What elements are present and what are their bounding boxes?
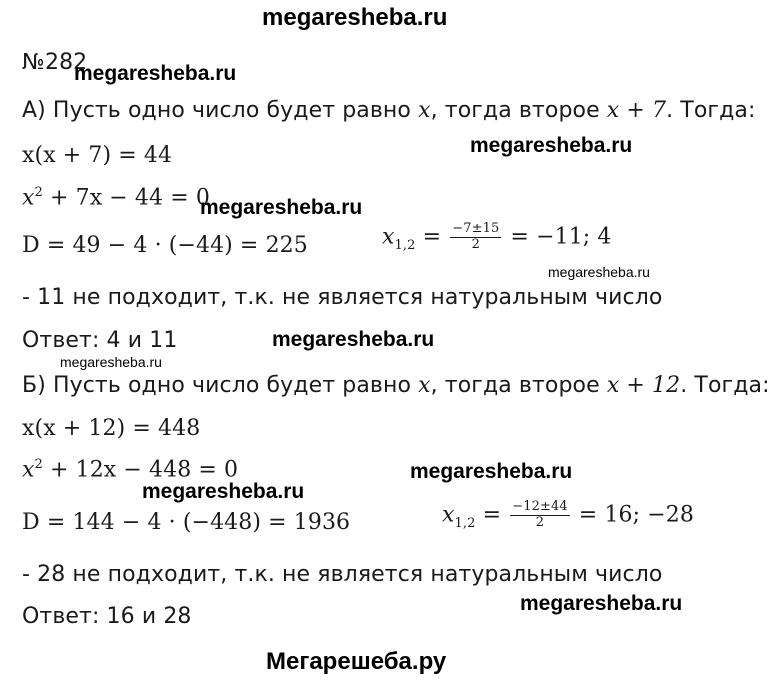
watermark-small: megaresheba.ru [548, 264, 650, 280]
part-a-eq2-var: x [22, 185, 35, 211]
footer-site: Мегарешеба.ру [266, 648, 447, 675]
part-a-root-values: = −11; 4 [503, 224, 612, 250]
part-a-answer: Ответ: 4 и 11 [22, 328, 178, 353]
part-a-eq2 [22, 185, 210, 210]
part-a-root-sub: 1,2 [394, 237, 416, 253]
part-a-eq2-rest: + 7x − 44 = 0 [42, 185, 210, 211]
watermark: megaresheba.ru [272, 328, 435, 351]
part-a-second: x + 7 [606, 98, 667, 123]
watermark: megaresheba.ru [74, 62, 237, 85]
part-b-fraction [510, 500, 569, 531]
watermark: megaresheba.ru [410, 460, 573, 483]
part-a-fraction-den: 2 [471, 236, 480, 252]
part-a-note: - 11 не подходит, т.к. не является натуральным число [22, 285, 663, 310]
watermark-small: megaresheba.ru [60, 354, 162, 370]
watermark: megaresheba.ru [470, 134, 633, 157]
part-b-eq2-exp: 2 [34, 457, 43, 472]
part-a-intro [22, 98, 755, 123]
problem-number: №282 [22, 50, 88, 75]
part-b-eq2-rest: + 12x − 448 = 0 [42, 457, 239, 483]
part-a-fraction [450, 222, 501, 253]
watermark: megaresheba.ru [142, 480, 305, 503]
part-b-root-var: x [442, 502, 455, 528]
part-b-fraction-den: 2 [535, 514, 545, 530]
part-a-eq2-exp: 2 [34, 185, 43, 200]
watermark: megaresheba.ru [520, 592, 683, 615]
part-b-discriminant: D = 144 − 4 · (−448) = 1936 [22, 510, 351, 535]
part-b-second: x + 12 [606, 373, 681, 398]
part-a-eq1: x(x + 7) = 44 [22, 143, 173, 168]
part-b-roots [442, 500, 694, 531]
part-a-intro-text-3: . Тогда: [666, 98, 756, 123]
part-b-root-eq: = [475, 502, 509, 528]
part-a-root-eq: = [415, 224, 449, 250]
watermark: megaresheba.ru [200, 196, 363, 219]
part-a-var: x [418, 98, 431, 123]
part-a-root-var: x [382, 224, 395, 250]
part-b-note: - 28 не подходит, т.к. не является натуральным число [22, 562, 663, 587]
part-b-root-values: = 16; −28 [571, 502, 694, 528]
part-b-intro-text-1: Б) Пусть одно число будет равно [22, 373, 419, 398]
part-b-eq2 [22, 457, 238, 482]
part-a-discriminant: D = 49 − 4 · (−44) = 225 [22, 233, 308, 258]
part-b-fraction-num: −12±44 [512, 499, 568, 514]
header-site: megaresheba.ru [262, 4, 448, 31]
part-b-var: x [418, 373, 431, 398]
part-b-root-sub: 1,2 [454, 515, 476, 531]
part-b-intro-text-2: , тогда второе [430, 373, 607, 398]
part-b-intro [22, 373, 770, 398]
part-b-eq1: x(x + 12) = 448 [22, 416, 201, 441]
part-a-intro-text-1: А) Пусть одно число будет равно [22, 98, 419, 123]
part-a-roots [382, 222, 612, 253]
part-b-answer: Ответ: 16 и 28 [22, 604, 192, 629]
part-a-intro-text-2: , тогда второе [430, 98, 607, 123]
part-b-eq2-var: x [22, 457, 35, 483]
part-b-intro-text-3: . Тогда: [680, 373, 770, 398]
part-a-fraction-num: −7±15 [452, 221, 500, 236]
